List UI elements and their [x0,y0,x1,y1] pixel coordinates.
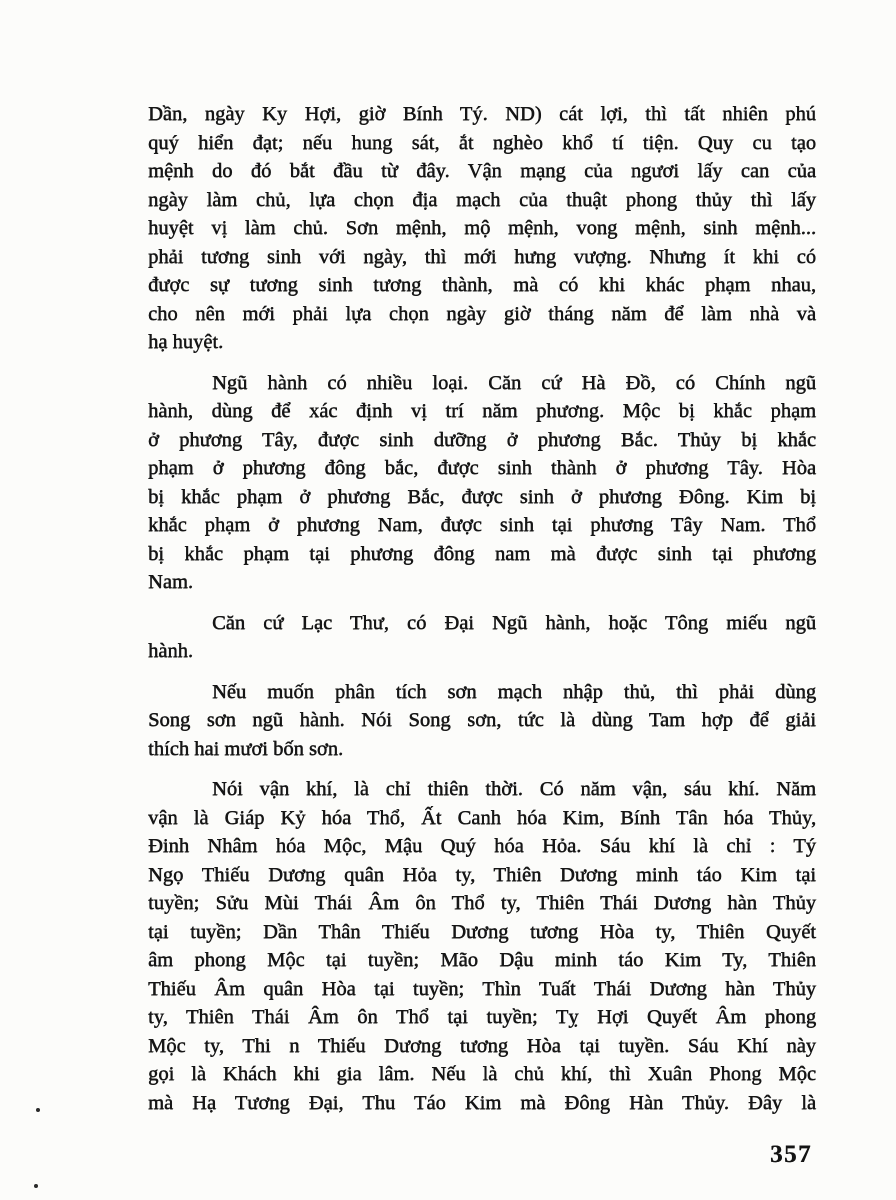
text-line: Ngọ Thiếu Dương quân Hỏa ty, Thiên Dương minh táo Kim tại [148,863,816,886]
text-line: quý hiển đạt; nếu hung sát, ắt nghèo khổ tí tiện. Quy cu tạo [148,131,816,154]
text-line: Căn cứ Lạc Thư, có Đại Ngũ hành, hoặc Tông miếu ngũ [212,611,816,634]
text-line: mà Hạ Tương Đại, Thu Táo Kim mà Đông Hàn Thủy. Đây là [148,1091,816,1114]
text-line: hạ huyệt. [148,331,224,353]
text-line: hành, dùng để xác định vị trí năm phương. Mộc bị khắc phạm [148,400,816,422]
text-line: được sự tương sinh tương thành, mà có khi khác phạm nhau, [148,274,816,296]
text-line: Nam. [148,571,193,593]
text-line: mệnh do đó bắt đầu từ đây. Vận mạng của ngươi lấy can của [148,160,816,182]
paragraph [148,369,816,597]
text-line: Nói vận khí, là chỉ thiên thời. Có năm vận, sáu khí. Năm [212,778,816,800]
text-line: hành. [148,640,193,662]
text-line: bị khắc phạm tại phương đông nam mà được sinh tại phương [148,542,816,565]
text-line: Dần, ngày Ky Hợi, giờ Bính Tý. ND) cát lợi, thì tất nhiên phú [148,103,816,125]
text-line: Song sơn ngũ hành. Nói Song sơn, tức là dùng Tam hợp để giải [148,709,816,731]
text-line: phải tương sinh với ngày, thì mới hưng vượng. Nhưng ít khi có [148,245,816,268]
text-line: khắc phạm ở phương Nam, được sinh tại phương Tây Nam. Thổ [148,514,816,536]
text-line: Mộc ty, Thi n Thiếu Dương tương Hòa tại tuyền. Sáu Khí này [148,1034,816,1057]
text-line: ngày làm chủ, lựa chọn địa mạch của thuật phong thủy thì lấy [148,188,816,211]
text-line: ty, Thiên Thái Âm ôn Thổ tại tuyền; Tỵ Hợi Quyết Âm phong [148,1006,816,1028]
text-line: tại tuyền; Dần Thân Thiếu Dương tương Hòa ty, Thiên Quyết [148,920,816,943]
scan-speck [36,1108,40,1112]
paragraph [148,775,816,1117]
scan-speck [34,1184,38,1188]
text-line: bị khắc phạm ở phương Bắc, được sinh ở phương Đông. Kim bị [148,485,816,508]
text-line: ở phương Tây, được sinh dưỡng ở phương Bắc. Thủy bị khắc [148,428,816,451]
text-line: âm phong Mộc tại tuyền; Mão Dậu minh táo Kim Ty, Thiên [148,949,816,971]
page-number: 357 [770,1141,812,1168]
text-line: cho nên mới phải lựa chọn ngày giờ tháng năm để làm nhà và [148,302,816,325]
paragraph [148,609,816,666]
text-line: tuyền; Sửu Mùi Thái Âm ôn Thổ ty, Thiên Thái Dương hàn Thủy [148,892,816,914]
text-line: phạm ở phương đông bắc, được sinh thành ở phương Tây. Hòa [148,457,816,479]
text-line: huyệt vị làm chủ. Sơn mệnh, mộ mệnh, vong mệnh, sinh mệnh... [148,217,816,239]
page-body-text [148,100,816,1117]
text-line: Đinh Nhâm hóa Mộc, Mậu Quý hóa Hỏa. Sáu khí là chỉ : Tý [148,835,816,857]
text-line: gọi là Khách khi gia lâm. Nếu là chủ khí, thì Xuân Phong Mộc [148,1063,816,1085]
paragraph [148,678,816,764]
text-line: vận là Giáp Kỷ hóa Thổ, Ất Canh hóa Kim, Bính Tân hóa Thủy, [148,806,816,829]
text-line: Thiếu Âm quân Hòa tại tuyền; Thìn Tuất Thái Dương hàn Thủy [148,977,816,1000]
text-line: thích hai mươi bốn sơn. [148,737,344,760]
paragraph [148,100,816,357]
text-line: Nếu muốn phân tích sơn mạch nhập thủ, thì phải dùng [212,680,816,703]
text-line: Ngũ hành có nhiều loại. Căn cứ Hà Đồ, có Chính ngũ [212,371,816,394]
